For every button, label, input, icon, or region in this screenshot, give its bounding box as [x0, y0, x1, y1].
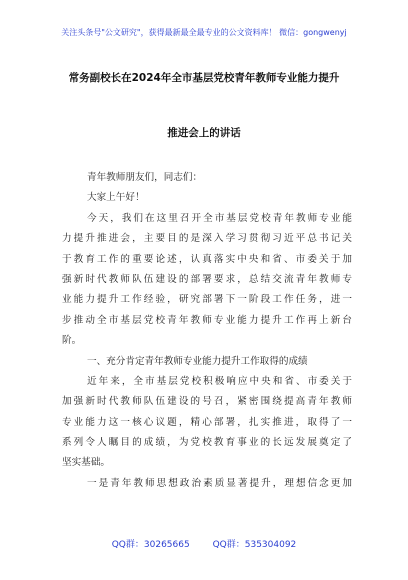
body-line: 专业能力这一核心议题，精心部署，扎实推进，取得了一: [62, 416, 352, 428]
document-body: [62, 168, 352, 494]
body-line: 于教育工作的重要论述，认真落实中央和省、市委关于加: [62, 253, 352, 265]
document-title-line1: 常务副校长在2024年全市基层党校青年教师专业能力提升: [68, 72, 340, 84]
body-line: 系列令人瞩目的成绩，为党校教育事业的长远发展奠定了: [62, 437, 352, 449]
body-line: 阶。: [62, 335, 82, 347]
body-line: 近年来，全市基层党校积极响应中央和省、市委关于: [87, 375, 352, 387]
body-line: 加强新时代教师队伍建设的号召，紧密围绕提高青年教师: [62, 396, 352, 408]
body-line: 业能力提升工作经验，研究部署下一阶段工作任务，进一: [62, 294, 352, 306]
footer: [0, 537, 408, 550]
body-line: 力提升推进会，主要目的是深入学习贯彻习近平总书记关: [62, 233, 352, 245]
body-line: 青年教师朋友们，同志们：: [87, 172, 203, 183]
body-line: 强新时代教师队伍建设的部署要求，总结交流青年教师专: [62, 273, 352, 285]
header-note: 关注头条号"公文研究"，获得最新最全最专业的公文资料库！ 微信：gongwenyj: [61, 28, 347, 37]
section-heading: 一、充分肯定青年教师专业能力提升工作取得的成绩: [87, 355, 308, 367]
body-line: 一是青年教师思想政治素质显著提升，理想信念更加: [87, 477, 352, 489]
footer-qq-group-1: QQ群：30265665: [111, 540, 190, 550]
body-line: 今天，我们在这里召开全市基层党校青年教师专业能: [87, 212, 352, 224]
body-line: 步推动全市基层党校青年教师专业能力提升工作再上新台: [62, 314, 352, 326]
body-line: 坚实基础。: [62, 457, 110, 469]
body-line: 大家上午好！: [87, 192, 145, 204]
footer-qq-group-2: QQ群：535304092: [212, 540, 297, 550]
document-title-line2: 推进会上的讲话: [167, 127, 241, 139]
